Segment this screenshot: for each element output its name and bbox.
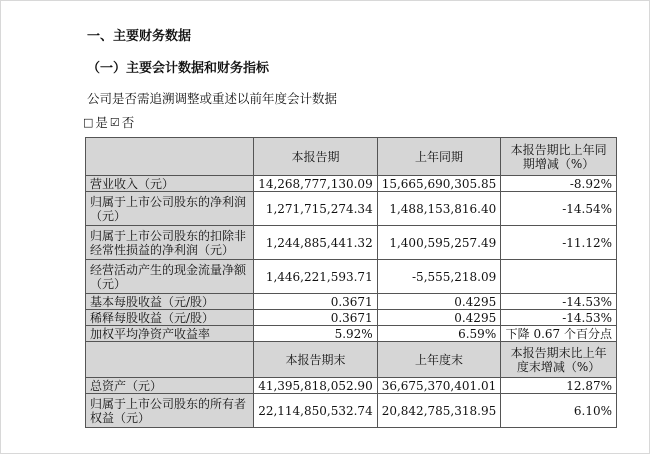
table-row (86, 394, 617, 428)
value-cell: -5,555,218.09 (377, 260, 501, 294)
value-cell: 15,665,690,305.85 (377, 176, 501, 192)
row-label: 归属于上市公司股东的净利润（元） (86, 192, 254, 226)
value-cell: 1,244,885,441.32 (254, 226, 378, 260)
row-label: 营业收入（元） (86, 176, 254, 192)
change-cell (501, 260, 617, 294)
table-row (86, 192, 617, 226)
change-cell: -11.12% (501, 226, 617, 260)
row-label: 基本每股收益（元/股） (86, 294, 254, 310)
change-cell: 12.87% (501, 378, 617, 394)
header-cell: 本报告期比上年同期增减（%） (501, 138, 617, 176)
value-cell: 1,271,715,274.34 (254, 192, 378, 226)
table-row (86, 294, 617, 310)
no-label: 否 (121, 115, 135, 130)
value-cell: 41,395,818,052.90 (254, 378, 378, 394)
table-row (86, 260, 617, 294)
change-cell: 6.10% (501, 394, 617, 428)
header-cell: 本报告期末比上年度末增减（%） (501, 342, 617, 378)
value-cell: 0.3671 (254, 294, 378, 310)
yes-checkbox: □ (83, 115, 94, 129)
header-cell: 上年度末 (377, 342, 501, 378)
change-cell: -14.54% (501, 192, 617, 226)
row-label: 加权平均净资产收益率 (86, 326, 254, 342)
row-label: 归属于上市公司股东的扣除非经常性损益的净利润（元） (86, 226, 254, 260)
table-row (86, 176, 617, 192)
section-heading: 一、主要财务数据 (87, 29, 192, 44)
value-cell: 5.92% (254, 326, 378, 342)
value-cell: 22,114,850,532.74 (254, 394, 378, 428)
restatement-answer (83, 113, 134, 131)
value-cell: 1,488,153,816.40 (377, 192, 501, 226)
value-cell: 0.4295 (377, 294, 501, 310)
header-cell: 本报告期末 (254, 342, 378, 378)
row-label: 经营活动产生的现金流量净额（元） (86, 260, 254, 294)
change-cell: 下降 0.67 个百分点 (501, 326, 617, 342)
financial-data-table (85, 137, 617, 428)
restatement-question: 公司是否需追溯调整或重述以前年度会计数据 (87, 91, 338, 106)
value-cell: 6.59% (377, 326, 501, 342)
table-row (86, 226, 617, 260)
header-cell (86, 138, 254, 176)
table-row (86, 378, 617, 394)
table-header-row (86, 138, 617, 176)
value-cell: 1,446,221,593.71 (254, 260, 378, 294)
change-cell: -8.92% (501, 176, 617, 192)
value-cell: 1,400,595,257.49 (377, 226, 501, 260)
row-label: 稀释每股收益（元/股） (86, 310, 254, 326)
change-cell: -14.53% (501, 294, 617, 310)
value-cell: 14,268,777,130.09 (254, 176, 378, 192)
subsection-heading: （一）主要会计数据和财务指标 (87, 61, 270, 76)
yes-label: 是 (95, 115, 108, 130)
row-label: 总资产（元） (86, 378, 254, 394)
table-row (86, 310, 617, 326)
table-header-row (86, 342, 617, 378)
no-checkbox-checked: ☑ (109, 115, 120, 129)
value-cell: 20,842,785,318.95 (377, 394, 501, 428)
value-cell: 0.4295 (377, 310, 501, 326)
table-row (86, 326, 617, 342)
row-label: 归属于上市公司股东的所有者权益（元） (86, 394, 254, 428)
value-cell: 36,675,370,401.01 (377, 378, 501, 394)
header-cell: 上年同期 (377, 138, 501, 176)
header-cell (86, 342, 254, 378)
change-cell: -14.53% (501, 310, 617, 326)
header-cell: 本报告期 (254, 138, 378, 176)
value-cell: 0.3671 (254, 310, 378, 326)
